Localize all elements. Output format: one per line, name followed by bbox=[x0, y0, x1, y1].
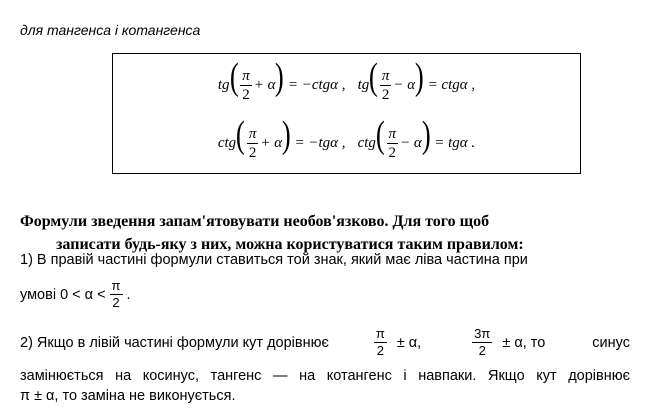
item-1-line-2: умові 0 < α < $\frac{\pi}{2}$ . bbox=[20, 278, 131, 310]
formula-line-1 bbox=[113, 55, 580, 104]
formula-box bbox=[112, 53, 581, 174]
fraction: $\frac{3\pi}{2}$ bbox=[474, 326, 491, 358]
fraction: $\frac{\pi}{2}$ bbox=[242, 68, 250, 104]
formula-tg-plus: tg( $\frac{\pi}{2}$ + α) = −ctgα , bbox=[217, 55, 346, 104]
formula-ctg-minus: ctg( $\frac{\pi}{2}$ − α) = tgα . bbox=[357, 113, 476, 162]
formula-line-2 bbox=[113, 113, 580, 162]
formula-tg-minus: tg( $\frac{\pi}{2}$ − α) = ctgα , bbox=[357, 55, 476, 104]
rule-title-line-1: Формули зведення запам'ятовувати необов'язково. Для того щоб bbox=[20, 213, 490, 230]
item-2-line-1: 2) Якщо в лівій частині формули кут дорівнює $\frac{\pi}{2}$ ± α, $\frac{3\pi}{2}$ ± α, то синус bbox=[20, 326, 630, 358]
fraction: $\frac{\pi}{2}$ bbox=[248, 126, 257, 162]
item-1-line-1: 1) В правій частині формули ставиться той знак, який має ліва частина при bbox=[20, 252, 528, 268]
fraction: $\frac{\pi}{2}$ bbox=[111, 278, 121, 310]
rule-title bbox=[20, 210, 630, 256]
item-2-line-2: замінюється на косинус, тангенс — на котангенс і навпаки. Якщо кут дорівнює bbox=[20, 368, 630, 384]
section-caption: для тангенса і котангенса bbox=[20, 22, 201, 38]
formula-ctg-plus: ctg( $\frac{\pi}{2}$ + α) = −tgα , bbox=[217, 113, 346, 162]
fraction: $\frac{\pi}{2}$ bbox=[388, 126, 397, 162]
fraction: $\frac{\pi}{2}$ bbox=[375, 326, 385, 358]
rule-title-line-2: записати будь-яку з них, можна користуватися таким правилом: bbox=[56, 236, 524, 253]
item-2-line-3: π ± α, то заміна не виконується. bbox=[20, 388, 236, 404]
fraction: $\frac{\pi}{2}$ bbox=[381, 68, 390, 104]
